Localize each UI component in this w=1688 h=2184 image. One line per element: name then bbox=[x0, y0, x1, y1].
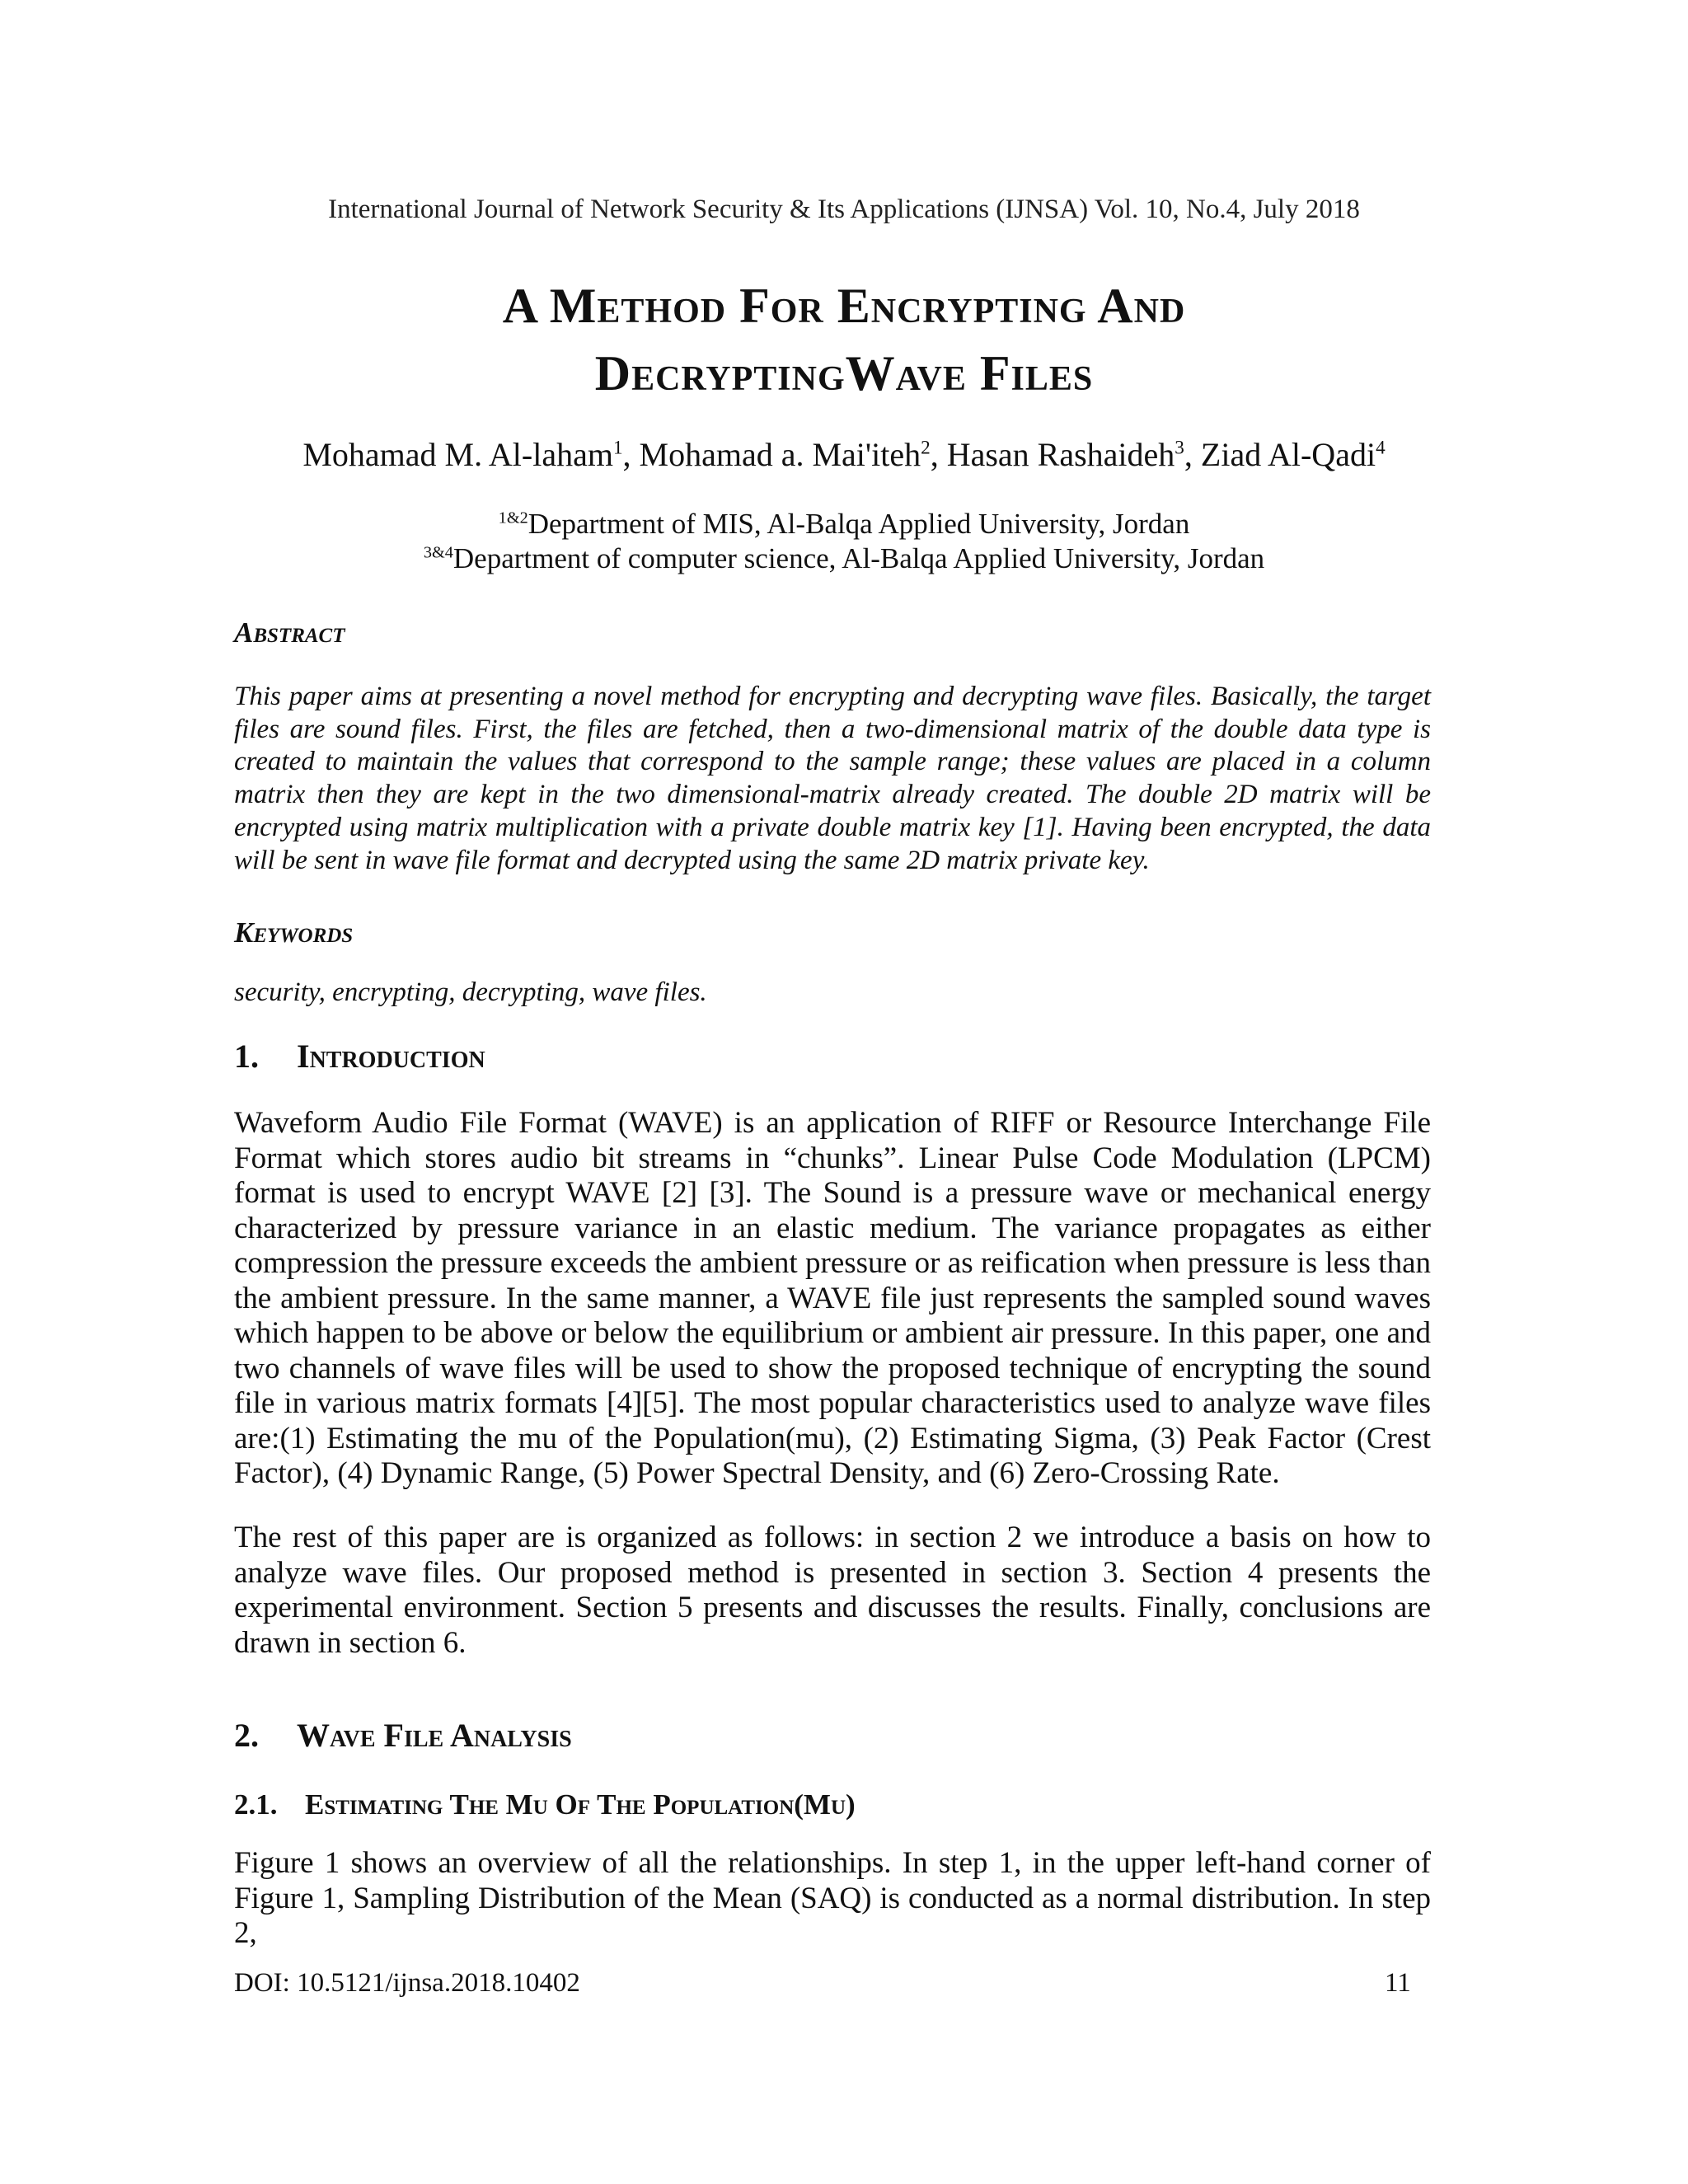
abstract-heading: Abstract bbox=[234, 616, 345, 649]
affiliation-1: $^{1\&2}$Department of MIS, Al-Balqa Applied University, Jordan bbox=[498, 508, 1190, 540]
affiliation-2: $^{3\&4}$Department of computer science, Al-Balqa Applied University, Jordan bbox=[423, 542, 1265, 574]
footer-doi: DOI: 10.5121/ijnsa.2018.10402 bbox=[234, 1968, 580, 1998]
author-1: Mohamad M. Al-laham$^1$, bbox=[302, 436, 640, 473]
abstract-text: This paper aims at presenting a novel method for encrypting and decrypting wave files. Basically, the target files are sound files. First, the files are fetched, then a two-dimensional matrix of the double data type is created to maintain the values that correspond to the sample range; these values are placed in a column matrix then they are kept in the two dimensional-matrix already created. The double 2D matrix will be encrypted using matrix multiplication with a private double matrix key [1]. Having been encrypted, the data will be sent in wave file format and decrypted using the same 2D matrix private key. bbox=[234, 682, 1431, 875]
keywords-heading: Keywords bbox=[234, 916, 354, 949]
section-2-heading: 2. Wave File Analysis bbox=[234, 1717, 572, 1754]
title-line-2: DecryptingWave Files bbox=[594, 346, 1094, 401]
author-2: Mohamad a. Mai'iteh$^2$, bbox=[639, 436, 947, 473]
subsection-2-1-heading: 2.1. Estimating The Mu Of The Population(Mu) bbox=[234, 1788, 856, 1821]
author-list bbox=[0, 435, 1688, 474]
section-1-heading: 1. Introduction bbox=[234, 1038, 485, 1075]
section-2-1-paragraph: Figure 1 shows an overview of all the relationships. In step 1, in the upper left-hand corner of Figure 1, Sampling Distribution of the Mean (SAQ) is conducted as a normal distribution. In step 2, bbox=[234, 1846, 1431, 1950]
page-number: 11 bbox=[1385, 1968, 1411, 1998]
paper-title bbox=[0, 272, 1688, 407]
title-line-1: A Method For Encrypting And bbox=[502, 279, 1186, 333]
keywords-text: security, encrypting, decrypting, wave files. bbox=[234, 977, 707, 1007]
author-3: Hasan Rashaideh$^3$, bbox=[946, 436, 1201, 473]
journal-header: International Journal of Network Security & Its Applications (IJNSA) Vol. 10, No.4, July 2018 bbox=[328, 194, 1360, 224]
intro-paragraph-1: Waveform Audio File Format (WAVE) is an application of RIFF or Resource Interchange File Format which stores audio bit streams in “chunks”. Linear Pulse Code Modulation (LPCM) format is used to encrypt WAVE [2] [3]. The Sound is a pressure wave or mechanical energy characterized by pressure variance in an elastic medium. The variance propagates as either compression the pressure exceeds the ambient pressure or as reification when pressure is less than the ambient pressure. In the same manner, a WAVE file just represents the sampled sound waves which happen to be above or below the equilibrium or ambient air pressure. In this paper, one and two channels of wave files will be used to show the proposed technique of encrypting the sound file in various matrix formats [4][5]. The most popular characteristics used to analyze wave files are:(1) Estimating the mu of the Population(mu), (2) Estimating Sigma, (3) Peak Factor (Crest Factor), (4) Dynamic Range, (5) Power Spectral Density, and (6) Zero-Crossing Rate. bbox=[234, 1106, 1431, 1490]
intro-paragraph-2: The rest of this paper are is organized as follows: in section 2 we introduce a basis on how to analyze wave files. Our proposed method is presented in section 3. Section 4 presents the experimental environment. Section 5 presents and discusses the results. Finally, conclusions are drawn in section 6. bbox=[234, 1521, 1431, 1660]
author-4: Ziad Al-Qadi$^4$ bbox=[1200, 436, 1386, 473]
